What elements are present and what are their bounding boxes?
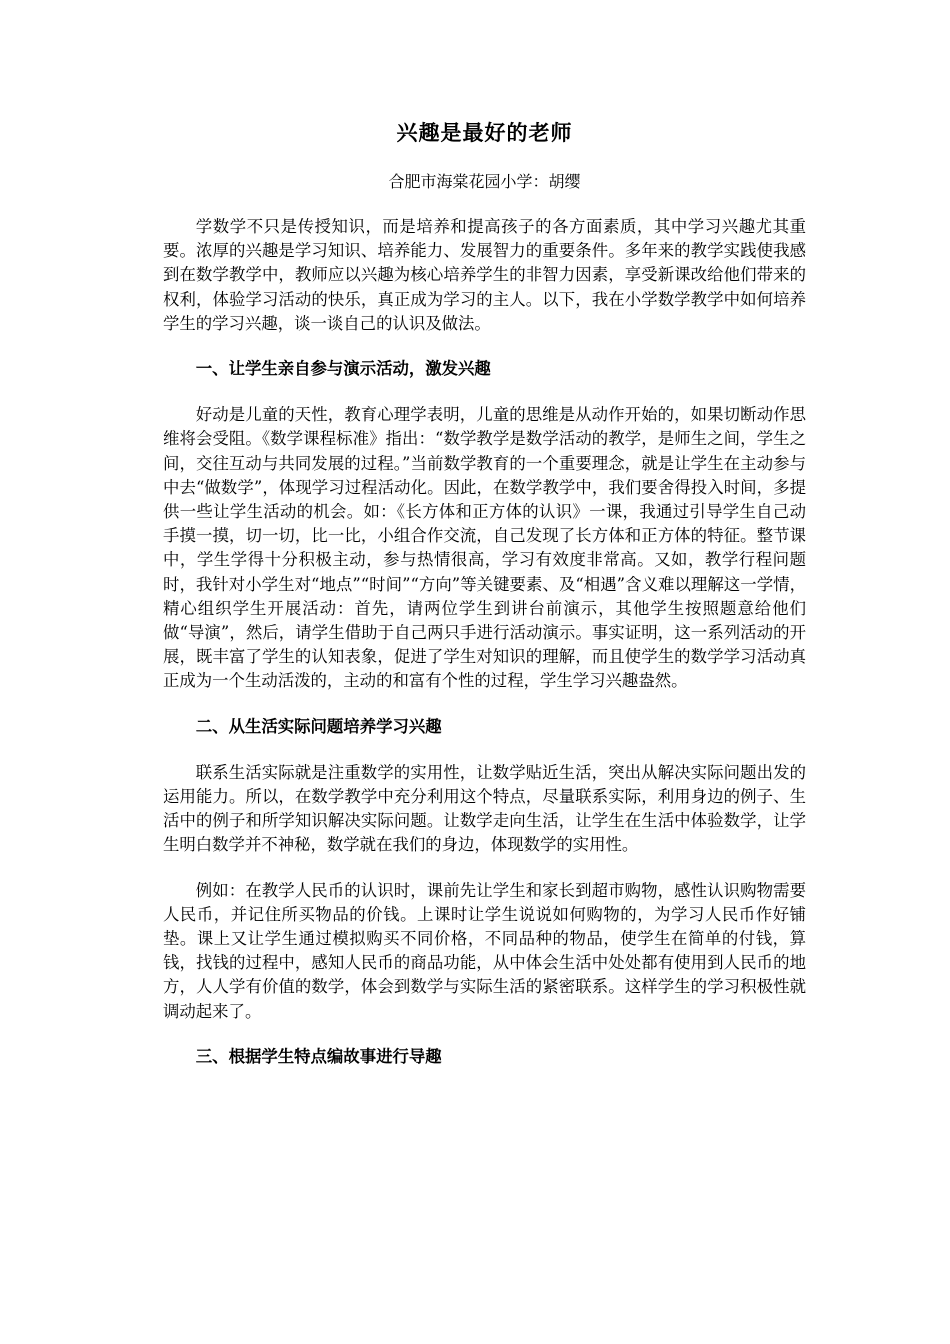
section-2-paragraph-1: 联系生活实际就是注重数学的实用性，让数学贴近生活，突出从解决实际问题出发的运用能力。所以，在数学教学中充分利用这个特点，尽量联系实际，利用身边的例子、生活中的例子和所学知识解决实际问题。让数学走向生活，让学生在生活中体验数学，让学生明白数学并不神秘，数学就在我们的身边，体现数学的实用性。 bbox=[163, 762, 806, 855]
section-heading-2: 二、从生活实际问题培养学习兴趣 bbox=[195, 716, 442, 736]
section-heading-3: 三、根据学生特点编故事进行导趣 bbox=[195, 1046, 442, 1066]
intro-paragraph: 学数学不只是传授知识，而是培养和提高孩子的各方面素质，其中学习兴趣尤其重要。浓厚的兴趣是学习知识、培养能力、发展智力的重要条件。多年来的教学实践使我感到在数学教学中，教师应以兴趣为核心培养学生的非智力因素，享受新课改给他们带来的权利，体验学习活动的快乐，真正成为学习的主人。以下，我在小学数学教学中如何培养学生的学习兴趣，谈一谈自己的认识及做法。 bbox=[163, 217, 806, 333]
section-1-paragraph-1: 好动是儿童的天性，教育心理学表明，儿童的思维是从动作开始的，如果切断动作思维将会受阻。《数学课程标准》指出：“数学教学是数学活动的教学，是师生之间，学生之间，交往互动与共同发展的过程。”当前数学教育的一个重要理念，就是让学生在主动参与中去“做数学”，体现学习过程活动化。因此，在数学教学中，我们要舍得投入时间，多提供一些让学生活动的机会。如：《长方体和正方体的认识》一课，我通过引导学生自己动手摸一摸，切一切，比一比，小组合作交流，自己发现了长方体和正方体的特征。整节课中，学生学得十分积极主动，参与热情很高，学习有效度非常高。又如，教学行程问题时，我针对小学生对“地点”“时间”“方向”等关键要素、及“相遇”含义难以理解这一学情，精心组织学生开展活动：首先，请两位学生到讲台前演示，其他学生按照题意给他们做“导演”，然后，请学生借助于自己两只手进行活动演示。事实证明，这一系列活动的开展，既丰富了学生的认知表象，促进了学生对知识的理解，而且使学生的数学学习活动真正成为一个生动活泼的，主动的和富有个性的过程，学生学习兴趣盎然。 bbox=[163, 405, 806, 691]
document-title: 兴趣是最好的老师 bbox=[396, 120, 573, 145]
section-2-paragraph-2: 例如：在教学人民币的认识时，课前先让学生和家长到超市购物，感性认识购物需要人民币，并记住所买物品的价钱。上课时让学生说说如何购物的，为学习人民币作好铺垫。课上又让学生通过模拟购买不同价格，不同品种的物品，使学生在简单的付钱，算钱，找钱的过程中，感知人民币的商品功能，从中体会生活中处处都有使用到人民币的地方，人人学有价值的数学，体会到数学与实际生活的紧密联系。这样学生的学习积极性就调动起来了。 bbox=[163, 880, 806, 1021]
section-heading-1: 一、让学生亲自参与演示活动，激发兴趣 bbox=[195, 359, 491, 379]
document-author: 合肥市海棠花园小学：胡缨 bbox=[388, 172, 581, 191]
document-body bbox=[163, 118, 806, 1091]
